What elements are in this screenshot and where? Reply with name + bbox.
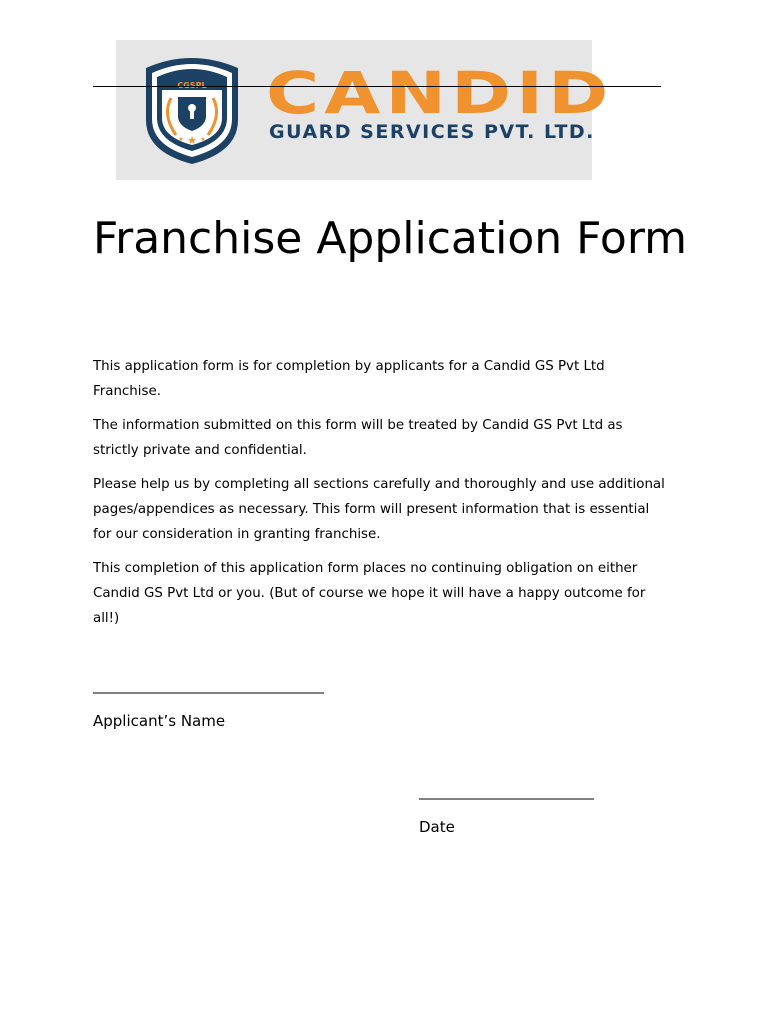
date-label: Date	[419, 818, 455, 836]
page-title: Franchise Application Form	[93, 213, 687, 264]
intro-paragraph: This completion of this application form places no continuing obligation on either Candid GS Pvt Ltd or you. (But of course we hope it will have a happy outcome for all!)	[93, 561, 646, 626]
date-line[interactable]: _________________________	[419, 784, 594, 800]
header-rule	[93, 86, 661, 87]
svg-text:★: ★	[200, 136, 206, 143]
intro-paragraph: The information submitted on this form will be treated by Candid GS Pvt Ltd as strictly private and confidential.	[93, 418, 623, 458]
logo-wordmark: CANDID	[266, 59, 614, 127]
intro-paragraph: Please help us by completing all sections carefully and thoroughly and use additional pages/appendices as necessary. This form will present information that is essential for our consideration in granting franchise.	[93, 477, 665, 542]
svg-text:★: ★	[178, 136, 184, 143]
applicant-name-label: Applicant’s Name	[93, 712, 226, 730]
intro-paragraph: This application form is for completion by applicants for a Candid GS Pvt Ltd Franchise.	[93, 359, 605, 399]
shield-icon	[116, 40, 246, 180]
company-logo	[116, 40, 614, 180]
applicant-name-line[interactable]: _________________________________	[93, 678, 324, 694]
logo-tagline: GUARD SERVICES PVT. LTD.	[269, 121, 595, 143]
intro-text	[93, 354, 668, 640]
logo-initials: CGSPL	[177, 81, 207, 90]
svg-text:★: ★	[187, 134, 197, 147]
